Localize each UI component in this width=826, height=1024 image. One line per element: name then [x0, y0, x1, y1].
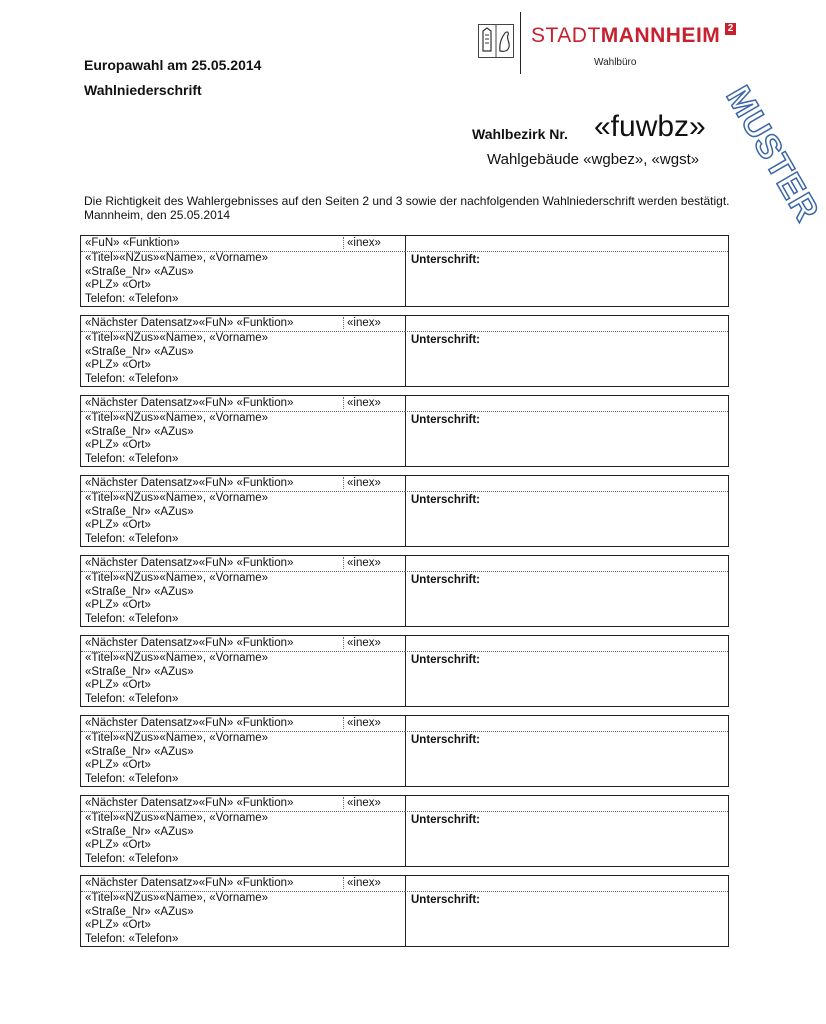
- column-divider: [405, 796, 406, 866]
- wahlgebaeude-line: Wahlgebäude «wgbez», «wgst»: [487, 151, 700, 168]
- row-divider: [405, 491, 728, 492]
- phone-line: Telefon: «Telefon»: [85, 532, 179, 545]
- signature-block: [80, 315, 729, 387]
- signature-block: [80, 555, 729, 627]
- city-line: «PLZ» «Ort»: [85, 919, 151, 932]
- field-divider: [343, 797, 344, 809]
- wahlbezirk-value: «fuwbz»: [594, 110, 706, 143]
- inex-field: «inex»: [347, 797, 381, 809]
- function-line: «Nächster Datensatz»«FuN» «Funktion»: [85, 397, 294, 409]
- signature-label: Unterschrift:: [411, 654, 481, 666]
- signature-label: Unterschrift:: [411, 734, 481, 746]
- column-divider: [405, 396, 406, 466]
- signature-label: Unterschrift:: [411, 894, 481, 906]
- inex-field: «inex»: [347, 557, 381, 569]
- address-lines: [85, 892, 268, 946]
- logo-badge: 2: [725, 23, 736, 35]
- address-lines: [85, 652, 268, 706]
- document-title: Europawahl am 25.05.2014: [84, 57, 262, 73]
- function-line: «Nächster Datensatz»«FuN» «Funktion»: [85, 717, 294, 729]
- signature-label: Unterschrift:: [411, 254, 481, 266]
- inex-field: «inex»: [347, 717, 381, 729]
- row-divider: [405, 331, 728, 332]
- signature-block: [80, 875, 729, 947]
- column-divider: [405, 556, 406, 626]
- muster-stamp: MUSTER: [718, 79, 826, 229]
- phone-line: Telefon: «Telefon»: [85, 772, 179, 785]
- coat-of-arms-icon: [478, 24, 514, 58]
- city-line: «PLZ» «Ort»: [85, 359, 151, 372]
- signature-block: [80, 235, 729, 307]
- address-lines: [85, 332, 268, 386]
- street-line: «Straße_Nr» «AZus»: [85, 745, 194, 758]
- name-line: «Titel»«NZus»«Name», «Vorname»: [85, 812, 269, 824]
- city-logo: [478, 12, 740, 76]
- document-subtitle: Wahlniederschrift: [84, 82, 202, 98]
- column-divider: [405, 236, 406, 306]
- phone-line: Telefon: «Telefon»: [85, 372, 179, 385]
- function-line: «Nächster Datensatz»«FuN» «Funktion»: [85, 317, 294, 329]
- wahlbezirk-label: Wahlbezirk Nr.: [472, 126, 568, 142]
- name-line: «Titel»«NZus»«Name», «Vorname»: [85, 572, 269, 584]
- name-line: «Titel»«NZus»«Name», «Vorname»: [85, 332, 269, 344]
- city-line: «PLZ» «Ort»: [85, 839, 151, 852]
- inex-field: «inex»: [347, 237, 381, 249]
- field-divider: [343, 397, 344, 409]
- signature-label: Unterschrift:: [411, 494, 481, 506]
- field-divider: [343, 557, 344, 569]
- field-divider: [343, 637, 344, 649]
- row-divider: [405, 811, 728, 812]
- address-lines: [85, 812, 268, 866]
- intro-paragraph: Die Richtigkeit des Wahlergebnisses auf den Seiten 2 und 3 sowie der nachfolgenden Wahlniederschrift werden bestätigt. Mannheim, den 25.05.2014: [84, 194, 730, 222]
- row-divider: [405, 891, 728, 892]
- function-line: «Nächster Datensatz»«FuN» «Funktion»: [85, 557, 294, 569]
- logo-name-bold: MANNHEIM: [600, 24, 721, 47]
- function-line: «Nächster Datensatz»«FuN» «Funktion»: [85, 877, 294, 889]
- function-line: «Nächster Datensatz»«FuN» «Funktion»: [85, 637, 294, 649]
- name-line: «Titel»«NZus»«Name», «Vorname»: [85, 492, 269, 504]
- street-line: «Straße_Nr» «AZus»: [85, 905, 194, 918]
- street-line: «Straße_Nr» «AZus»: [85, 425, 194, 438]
- address-lines: [85, 252, 268, 306]
- signature-label: Unterschrift:: [411, 334, 481, 346]
- phone-line: Telefon: «Telefon»: [85, 932, 179, 945]
- city-line: «PLZ» «Ort»: [85, 599, 151, 612]
- name-line: «Titel»«NZus»«Name», «Vorname»: [85, 652, 269, 664]
- signature-block: [80, 635, 729, 707]
- signature-block: [80, 395, 729, 467]
- row-divider: [405, 651, 728, 652]
- signature-label: Unterschrift:: [411, 414, 481, 426]
- signature-label: Unterschrift:: [411, 814, 481, 826]
- phone-line: Telefon: «Telefon»: [85, 452, 179, 465]
- column-divider: [405, 316, 406, 386]
- street-line: «Straße_Nr» «AZus»: [85, 345, 194, 358]
- row-divider: [405, 411, 728, 412]
- logo-name-light: STADT: [531, 24, 601, 47]
- column-divider: [405, 716, 406, 786]
- phone-line: Telefon: «Telefon»: [85, 852, 179, 865]
- name-line: «Titel»«NZus»«Name», «Vorname»: [85, 252, 269, 264]
- name-line: «Titel»«NZus»«Name», «Vorname»: [85, 732, 269, 744]
- city-line: «PLZ» «Ort»: [85, 679, 151, 692]
- signature-block: [80, 795, 729, 867]
- inex-field: «inex»: [347, 877, 381, 889]
- name-line: «Titel»«NZus»«Name», «Vorname»: [85, 892, 269, 904]
- logo-divider: [520, 12, 521, 74]
- city-line: «PLZ» «Ort»: [85, 279, 151, 292]
- city-line: «PLZ» «Ort»: [85, 519, 151, 532]
- row-divider: [405, 571, 728, 572]
- column-divider: [405, 476, 406, 546]
- phone-line: Telefon: «Telefon»: [85, 612, 179, 625]
- function-line: «Nächster Datensatz»«FuN» «Funktion»: [85, 477, 294, 489]
- function-line: «FuN» «Funktion»: [85, 237, 180, 249]
- city-line: «PLZ» «Ort»: [85, 439, 151, 452]
- address-lines: [85, 732, 268, 786]
- inex-field: «inex»: [347, 317, 381, 329]
- field-divider: [343, 477, 344, 489]
- function-line: «Nächster Datensatz»«FuN» «Funktion»: [85, 797, 294, 809]
- street-line: «Straße_Nr» «AZus»: [85, 825, 194, 838]
- inex-field: «inex»: [347, 477, 381, 489]
- inex-field: «inex»: [347, 397, 381, 409]
- row-divider: [405, 251, 728, 252]
- column-divider: [405, 636, 406, 706]
- city-line: «PLZ» «Ort»: [85, 759, 151, 772]
- field-divider: [343, 317, 344, 329]
- field-divider: [343, 717, 344, 729]
- street-line: «Straße_Nr» «AZus»: [85, 505, 194, 518]
- column-divider: [405, 876, 406, 946]
- signature-block: [80, 715, 729, 787]
- address-lines: [85, 492, 268, 546]
- street-line: «Straße_Nr» «AZus»: [85, 585, 194, 598]
- phone-line: Telefon: «Telefon»: [85, 692, 179, 705]
- address-lines: [85, 412, 268, 466]
- logo-subtitle: Wahlbüro: [594, 57, 637, 68]
- row-divider: [405, 731, 728, 732]
- field-divider: [343, 877, 344, 889]
- name-line: «Titel»«NZus»«Name», «Vorname»: [85, 412, 269, 424]
- phone-line: Telefon: «Telefon»: [85, 292, 179, 305]
- street-line: «Straße_Nr» «AZus»: [85, 665, 194, 678]
- inex-field: «inex»: [347, 637, 381, 649]
- address-lines: [85, 572, 268, 626]
- signature-label: Unterschrift:: [411, 574, 481, 586]
- logo-wordmark: [531, 24, 720, 48]
- signature-block: [80, 475, 729, 547]
- street-line: «Straße_Nr» «AZus»: [85, 265, 194, 278]
- field-divider: [343, 237, 344, 249]
